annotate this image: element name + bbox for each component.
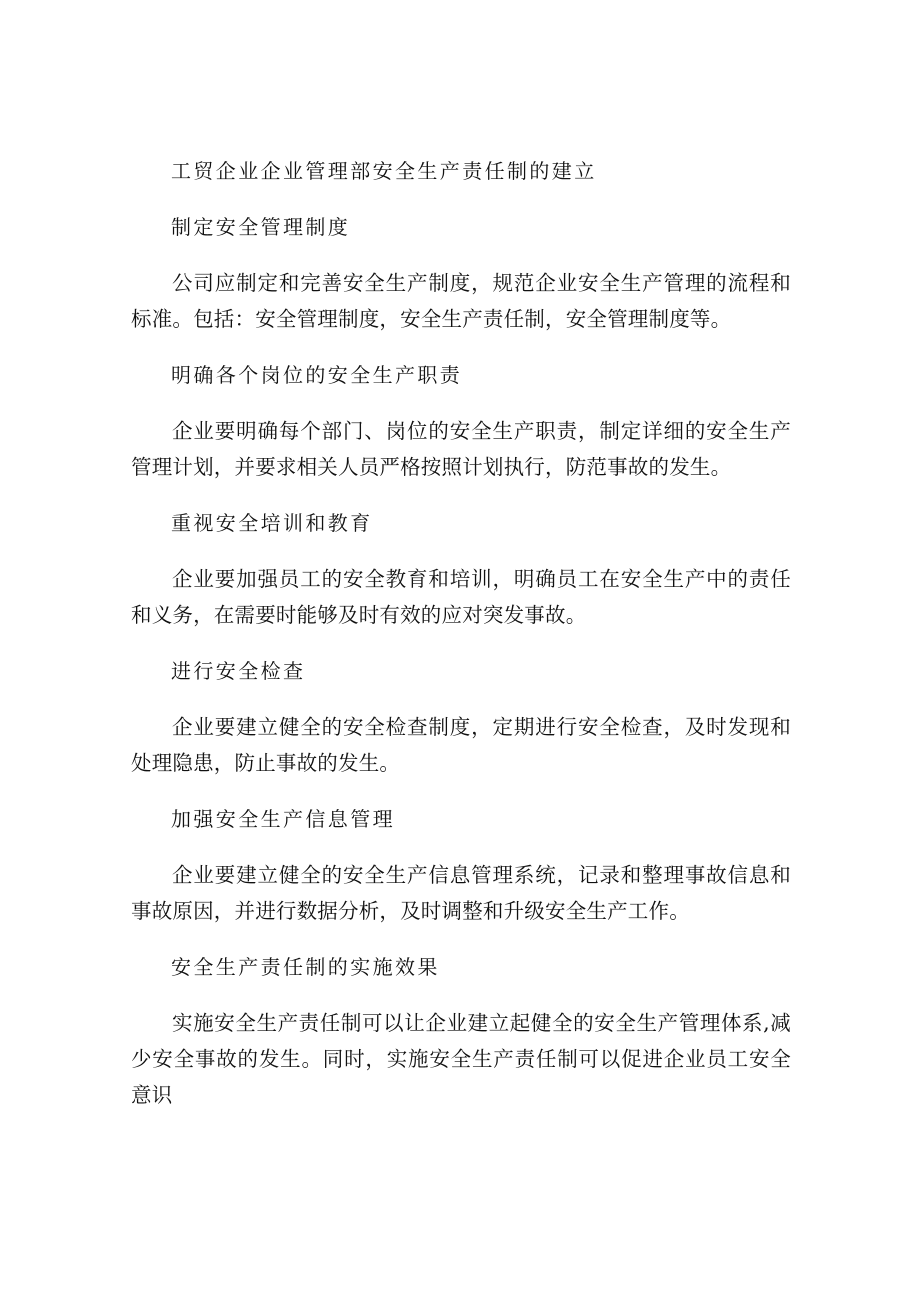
section-body: 企业要建立健全的安全检查制度，定期进行安全检查，及时发现和处理隐患，防止事故的发生。 (131, 715, 791, 775)
section-heading: 制定安全管理制度 (171, 215, 351, 239)
section-heading: 安全生产责任制的实施效果 (171, 955, 440, 979)
section-heading: 进行安全检查 (171, 659, 306, 683)
section-body: 企业要加强员工的安全教育和培训，明确员工在安全生产中的责任和义务，在需要时能够及时有效的应对突发事故。 (131, 567, 791, 627)
document-title: 工贸企业企业管理部安全生产责任制的建立 (171, 159, 597, 183)
section-body: 企业要明确每个部门、岗位的安全生产职责，制定详细的安全生产管理计划，并要求相关人员严格按照计划执行，防范事故的发生。 (131, 419, 791, 479)
document-content (131, 153, 791, 1113)
section-body: 实施安全生产责任制可以让企业建立起健全的安全生产管理体系,减少安全事故的发生。同时，实施安全生产责任制可以促进企业员工安全意识 (131, 1011, 791, 1107)
section-heading: 明确各个岗位的安全生产职责 (171, 363, 463, 387)
section-body: 企业要建立健全的安全生产信息管理系统，记录和整理事故信息和事故原因，并进行数据分析，及时调整和升级安全生产工作。 (131, 863, 791, 923)
section-heading: 加强安全生产信息管理 (171, 807, 395, 831)
section-body: 公司应制定和完善安全生产制度，规范企业安全生产管理的流程和标准。包括：安全管理制度，安全生产责任制，安全管理制度等。 (131, 271, 791, 331)
section-heading: 重视安全培训和教育 (171, 511, 373, 535)
